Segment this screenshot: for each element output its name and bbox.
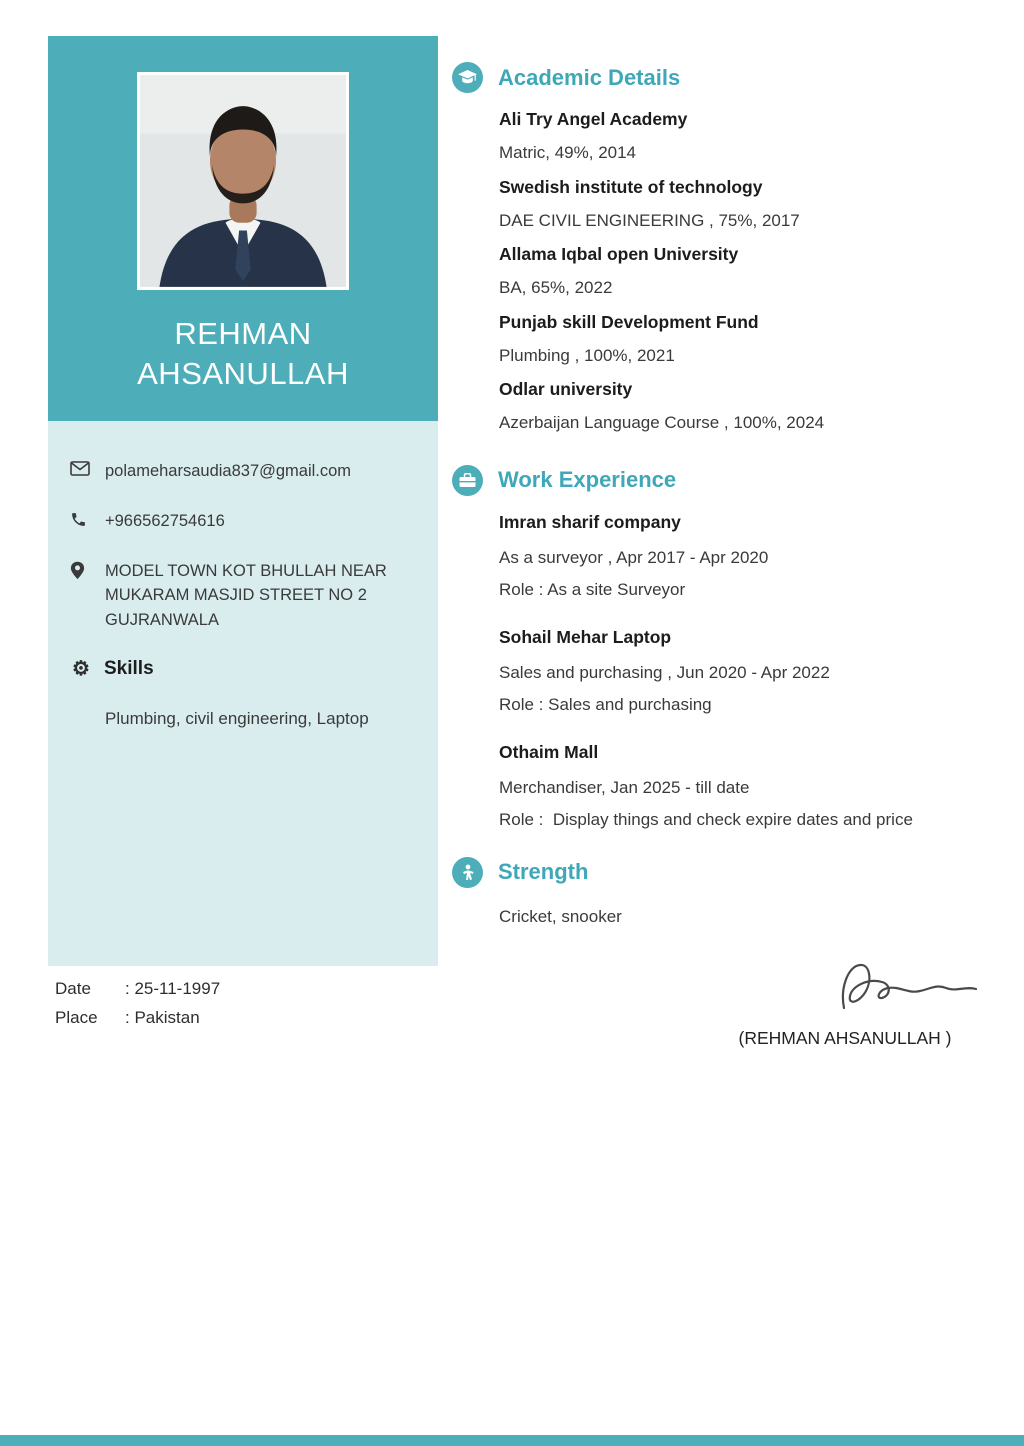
work-detail: As a surveyor , Apr 2017 - Apr 2020 (499, 547, 769, 567)
date-place-block (55, 979, 220, 1037)
sidebar-header (48, 36, 438, 421)
signature-block (700, 958, 990, 1049)
work-entry (499, 627, 980, 718)
company-name: Sohail Mehar Laptop (499, 626, 672, 647)
school-name: Punjab skill Development Fund (499, 311, 759, 332)
academic-section-header (452, 62, 980, 93)
profile-photo-placeholder (140, 75, 346, 287)
academic-entry (499, 379, 980, 436)
profile-photo (137, 72, 349, 290)
work-entry (499, 742, 980, 833)
work-section-header (452, 465, 980, 496)
strength-text: Cricket, snooker (499, 906, 622, 926)
academic-entry (499, 109, 980, 166)
signature-icon (830, 958, 980, 1020)
contact-address: MODEL TOWN KOT BHULLAH NEAR MUKARAM MASJID STREET NO 2 GUJRANWALA (105, 561, 387, 629)
work-role: Role : Display things and check expire dates and price (499, 810, 913, 829)
school-detail: Plumbing , 100%, 2021 (499, 345, 675, 365)
profile-name-line2: AHSANULLAH (137, 355, 349, 391)
date-row (55, 979, 220, 999)
academic-entries (499, 109, 980, 436)
strength-section-title: Strength (498, 859, 589, 884)
school-name: Odlar university (499, 379, 633, 399)
place-row (55, 1008, 220, 1028)
person-icon (452, 857, 483, 888)
gear-icon: ⚙ (72, 657, 90, 680)
strength-section-header (452, 857, 980, 888)
skills-heading: Skills (104, 657, 154, 679)
school-name: Ali Try Angel Academy (499, 109, 688, 129)
contact-address-row (70, 559, 418, 633)
company-name: Othaim Mall (499, 741, 599, 762)
work-entries (499, 512, 980, 833)
academic-entry (499, 312, 980, 369)
academic-entry (499, 177, 980, 234)
work-role: Role : As a site Surveyor (499, 580, 686, 599)
school-detail: DAE CIVIL ENGINEERING , 75%, 2017 (499, 210, 800, 230)
company-name: Imran sharif company (499, 511, 681, 532)
strength-entries (499, 904, 980, 930)
phone-icon (70, 509, 92, 534)
profile-name-line1: REHMAN (174, 316, 312, 351)
graduation-cap-icon (452, 62, 483, 93)
school-detail: Matric, 49%, 2014 (499, 143, 637, 162)
school-name: Allama Iqbal open University (499, 244, 739, 264)
school-detail: Azerbaijan Language Course , 100%, 2024 (499, 413, 825, 432)
signature-name: (REHMAN AHSANULLAH ) (738, 1028, 952, 1048)
school-detail: BA, 65%, 2022 (499, 278, 613, 297)
contact-email-row (70, 459, 418, 484)
work-role: Role : Sales and purchasing (499, 695, 712, 714)
work-entry (499, 512, 980, 603)
location-icon (70, 559, 92, 633)
contact-email: polameharsaudia837@gmail.com (105, 462, 352, 480)
main-content (452, 62, 980, 936)
contact-phone: +966562754616 (105, 511, 225, 530)
academic-section-title: Academic Details (498, 64, 681, 90)
work-detail: Sales and purchasing , Jun 2020 - Apr 2022 (499, 662, 830, 682)
work-experience-icon (452, 465, 483, 496)
email-icon (70, 459, 92, 484)
place-label: Place (55, 1008, 98, 1027)
profile-name (137, 314, 349, 393)
work-detail: Merchandiser, Jan 2025 - till date (499, 777, 750, 797)
footer-bar (0, 1435, 1024, 1446)
skills-text: Plumbing, civil engineering, Laptop (105, 708, 369, 728)
contact-phone-row (70, 509, 418, 534)
date-value: : 25-11-1997 (125, 979, 221, 998)
place-value: : Pakistan (125, 1008, 200, 1027)
work-section-title: Work Experience (498, 467, 677, 492)
sidebar-contact (48, 421, 438, 966)
skills-heading-row (70, 658, 418, 680)
date-label: Date (55, 979, 91, 998)
academic-entry (499, 244, 980, 301)
school-name: Swedish institute of technology (499, 176, 763, 197)
